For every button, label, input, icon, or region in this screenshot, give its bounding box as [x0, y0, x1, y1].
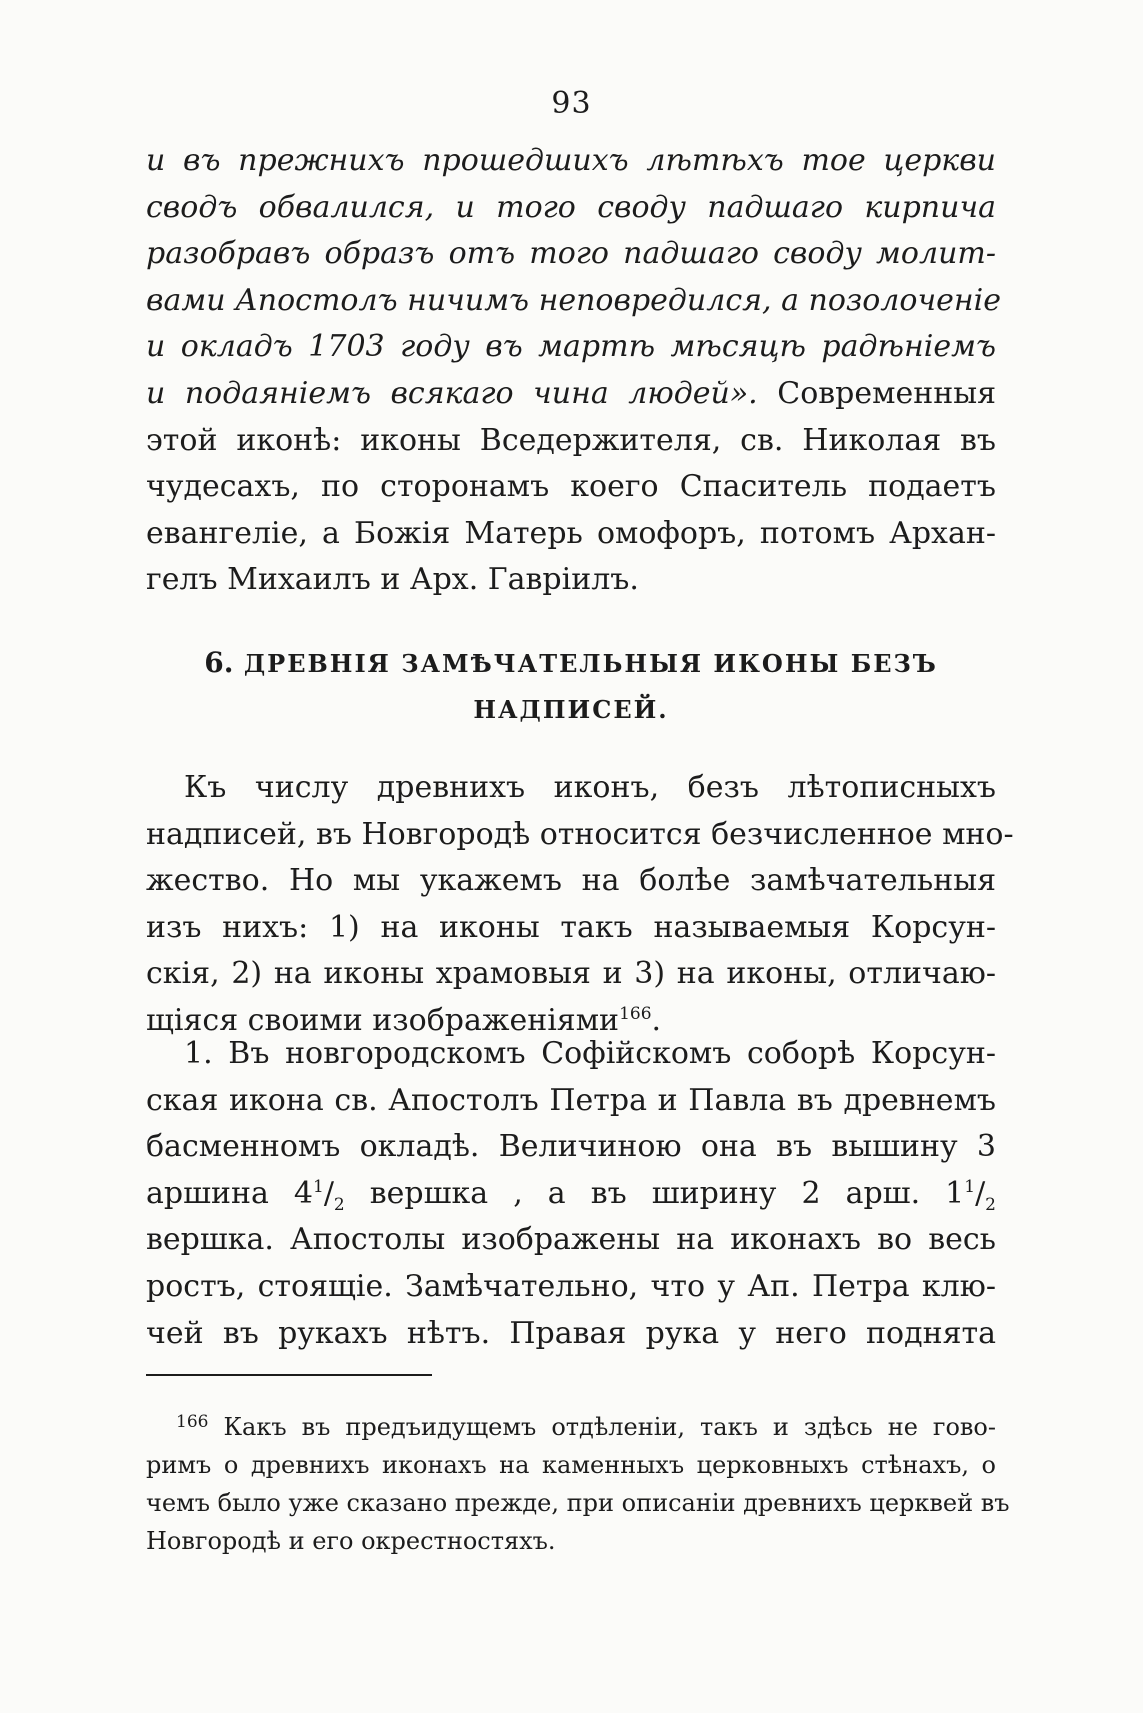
text-line: басменномъ окладѣ. Величиною она въ вышину 3	[146, 1129, 996, 1165]
heading-text: ДРЕВНІЯ ЗАМѢЧАТЕЛЬНЫЯ ИКОНЫ БЕЗЪ	[243, 649, 938, 678]
paragraph	[146, 765, 1014, 1045]
text-line: этой иконѣ: иконы Вседержителя, св. Николая въ	[146, 422, 996, 458]
text-fragment: Современныя	[777, 375, 996, 411]
footnote-line	[146, 1403, 996, 1446]
footnote-line: Новгородѣ и его окрестностяхъ.	[146, 1527, 556, 1555]
text-fragment: щіяся своими изображеніями	[146, 1002, 620, 1038]
text-line: изъ нихъ: 1) на иконы такъ называемыя Корсун-	[146, 909, 996, 945]
section-number: 6.	[204, 646, 234, 679]
text-line: чей въ рукахъ нѣтъ. Правая рука у него поднята	[146, 1315, 996, 1351]
text-line: чудесахъ, по сторонамъ коего Спаситель подаетъ	[146, 469, 996, 505]
text-line: ростъ, стоящіе. Замѣчательно, что у Ап. Петра клю-	[146, 1268, 996, 1304]
fraction-denominator: 2	[985, 1194, 996, 1215]
text-line: аршина $4^1/_2$ вершка , а въ ширину 2 арш. $1^1/_2$	[146, 1175, 996, 1215]
text-line: гелъ Михаилъ и Арх. Гавріилъ.	[146, 562, 639, 598]
text-line: и въ прежнихъ прошедшихъ лѣтѣхъ тое церкви	[146, 143, 996, 178]
text-fragment: Какъ въ предъидущемъ отдѣленіи, такъ и здѣсь не гово-	[223, 1413, 996, 1441]
footnote-line: чемъ было уже сказано прежде, при описаніи древнихъ церквей въ	[146, 1489, 1010, 1517]
text-line: евангеліе, а Божія Матерь омофоръ, потомъ Архан-	[146, 515, 996, 551]
text-line: скія, 2) на иконы храмовыя и 3) на иконы, отличаю-	[146, 956, 996, 992]
text-line: надписей, въ Новгородѣ относится безчисленное мно-	[146, 816, 1014, 852]
intro-quotation	[146, 138, 1001, 604]
text-line: Къ числу древнихъ иконъ, безъ лѣтописныхъ	[184, 770, 996, 805]
fraction-numerator: 1	[312, 1176, 324, 1197]
paragraph	[146, 1031, 996, 1357]
footnote-mark: 166	[176, 1412, 209, 1432]
text-line: и окладъ 1703 году въ мартѣ мѣсяцѣ радѣніемъ	[146, 329, 996, 365]
text-line: разобравъ образъ отъ того падшаго своду молит-	[146, 236, 996, 272]
text-line: ская икона св. Апостолъ Петра и Павла въ древнемъ	[146, 1082, 996, 1118]
text-line: сводъ обвалился, и того своду падшаго кирпича	[146, 189, 996, 225]
text-line: щіяся своими изображеніями$^{166}$.	[146, 1002, 662, 1038]
footnote-line: римъ о древнихъ иконахъ на каменныхъ церковныхъ стѣнахъ, о	[146, 1451, 996, 1479]
fraction-denominator: 2	[333, 1194, 345, 1215]
page-number: 93	[551, 86, 592, 121]
section-heading	[146, 640, 996, 733]
footnote	[146, 1403, 1010, 1560]
text-line: вершка. Апостолы изображены на иконахъ во весь	[146, 1222, 996, 1258]
text-fragment: аршина 4	[146, 1175, 313, 1211]
footnote-divider	[146, 1374, 432, 1376]
text-fragment: вершка , а въ ширину 2 арш. 1	[344, 1175, 965, 1211]
footnote-reference[interactable]: 166	[619, 1003, 652, 1024]
text-line	[146, 371, 996, 418]
text-line: 1. Въ новгородскомъ Софійскомъ соборѣ Корсун-	[184, 1036, 996, 1071]
text-line: жество. Но мы укажемъ на болѣе замѣчательныя	[146, 863, 996, 899]
text-line: вами Апостолъ ничимъ неповредился, а позолоченіе	[146, 282, 1001, 318]
fraction-numerator: 1	[964, 1176, 976, 1197]
heading-line: НАДПИСЕЙ.	[473, 695, 669, 724]
quote-end: и подаяніемъ всякаго чина людей».	[146, 375, 758, 411]
heading-line	[146, 640, 996, 687]
